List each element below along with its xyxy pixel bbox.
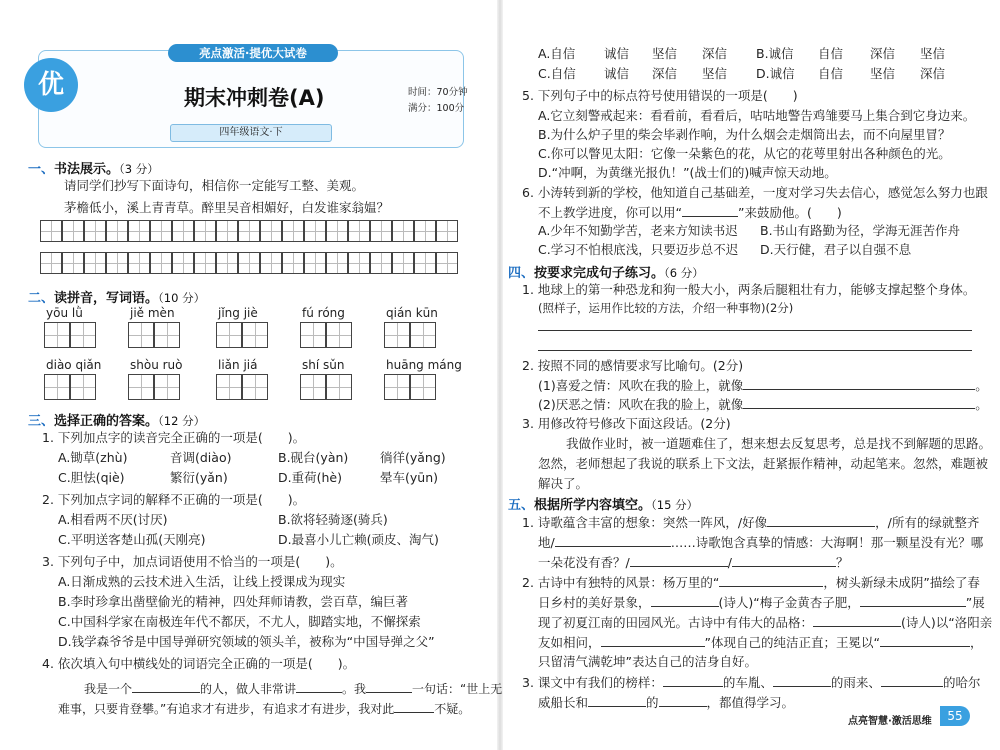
banner-text: 亮点激活·提优大试卷	[199, 46, 307, 60]
pinyin-answer-box[interactable]	[410, 322, 436, 348]
page-number	[940, 706, 970, 726]
writing-cell[interactable]	[150, 220, 172, 242]
s4-q3: 3. 用修改符号修改下面这段话。(2分)	[522, 416, 731, 431]
writing-cell[interactable]	[238, 252, 260, 274]
s3-q2: 2. 下列加点字词的解释不正确的一项是( )。	[42, 492, 306, 507]
writing-cell[interactable]	[260, 220, 282, 242]
pinyin-answer-box[interactable]	[154, 374, 180, 400]
page-gutter	[497, 0, 503, 750]
writing-cell[interactable]	[436, 252, 458, 274]
s5-q2-line5: 只留清气满乾坤”表达自己的洁身自好。	[538, 654, 757, 669]
s4-q2: 2. 按照不同的感情要求写比喻句。(2分)	[522, 358, 744, 373]
pinyin-answer-box[interactable]	[326, 374, 352, 400]
s5-q1-line1: 1. 诗歌蕴含丰富的想象：突然一阵风，/好像 ，/所有的绿就整齐	[522, 515, 980, 530]
s3-q1-c2: 繁衍(yǎn)	[170, 470, 228, 485]
s3-q2-a: A.相看两不厌(讨厌)	[58, 512, 168, 527]
prev-option-word: 深信	[652, 66, 678, 81]
time-label: 时间：70分钟	[408, 87, 468, 98]
writing-cell[interactable]	[238, 220, 260, 242]
prev-option-word: B.诚信	[756, 46, 794, 61]
s5-q2-line4: 友如相问， ”体现自己的纯洁正直；王冕以“ ，	[538, 635, 983, 650]
r-q6-c: C.学习不怕根底浅，只要迈步总不迟	[538, 242, 739, 257]
writing-cell[interactable]	[216, 252, 238, 274]
s4-answer-line-1[interactable]	[538, 330, 972, 331]
writing-cell[interactable]	[106, 220, 128, 242]
writing-cell[interactable]	[282, 252, 304, 274]
grade-bar	[170, 124, 332, 142]
writing-grid	[40, 220, 480, 282]
writing-cell[interactable]	[40, 252, 62, 274]
writing-cell[interactable]	[326, 220, 348, 242]
pinyin-answer-box[interactable]	[410, 374, 436, 400]
prev-option-word: 坚信	[920, 46, 946, 61]
s5-q3-line1: 3. 课文中有我们的榜样： 的车胤、 的雨来、 的哈尔	[522, 675, 981, 690]
s3-q3-c: C.中国科学家在南极连年代不都厌，不尤人，脚踏实地，不懈探索	[58, 614, 421, 629]
s3-q3-b: B.李时珍拿出凿壁偷光的精神，四处拜师请教，尝百草，编巨著	[58, 594, 409, 609]
prev-option-word: C.自信	[538, 66, 576, 81]
s3-q4: 4. 依次填入句中横线处的词语完全正确的一项是( )。	[42, 656, 356, 671]
badge-icon	[24, 58, 78, 112]
s5-q2-line2: 日乡村的美好景象， (诗人)“梅子金黄杏子肥， ”展	[538, 595, 985, 610]
pinyin-answer-box[interactable]	[216, 374, 242, 400]
s5-q2-line3: 现了初夏江南的田园风光。古诗中有伟大的品格： (诗人)以“洛阳亲	[538, 615, 993, 630]
pinyin-answer-box[interactable]	[70, 374, 96, 400]
s3-q1-b2: 徜徉(yǎng)	[380, 450, 446, 465]
pinyin-answer-box[interactable]	[242, 374, 268, 400]
footer-slogan: 点亮智慧·激活思维	[848, 716, 932, 727]
pinyin-label: jiě mèn	[130, 306, 175, 320]
prev-option-word: 诚信	[604, 66, 630, 81]
s3-q3-a: A.日渐成熟的云技术进入生活，让线上授课成为现实	[58, 574, 346, 589]
section-5-heading: 五、根据所学内容填空。（15 分）	[508, 498, 699, 513]
grade-subtitle: 四年级语文·下	[219, 127, 283, 138]
r-q5-b: B.为什么炉子里的柴会毕剥作响，为什么烟会走烟筒出去，而不向屋里冒？	[538, 127, 951, 142]
pinyin-label: liǎn jiá	[218, 358, 258, 372]
r-q5-c: C.你可以瞥见太阳：它像一朵紫色的花，从它的花萼里射出各种颜色的光。	[538, 146, 951, 161]
section-3-heading: 三、选择正确的答案。（12 分）	[28, 414, 206, 429]
writing-cell[interactable]	[370, 252, 392, 274]
writing-cell[interactable]	[194, 220, 216, 242]
writing-cell[interactable]	[326, 252, 348, 274]
writing-cell[interactable]	[392, 220, 414, 242]
writing-cell[interactable]	[348, 220, 370, 242]
writing-cell[interactable]	[172, 252, 194, 274]
writing-cell[interactable]	[106, 252, 128, 274]
s4-q1-hint: (照样子，运用作比较的方法，介绍一种事物)(2分)	[538, 301, 794, 315]
writing-cell[interactable]	[370, 220, 392, 242]
s4-q2-2: (2)厌恶之情：风吹在我的脸上，就像 。	[538, 397, 988, 412]
pinyin-answer-box[interactable]	[300, 374, 326, 400]
writing-cell[interactable]	[128, 220, 150, 242]
section-1-heading: 一、书法展示。（3 分）	[28, 162, 159, 177]
header-banner	[168, 44, 338, 62]
s5-q2-line1: 2. 古诗中有独特的风景：杨万里的“ ，树头新绿未成阴”描绘了春	[522, 575, 980, 590]
writing-cell[interactable]	[304, 252, 326, 274]
s5-q1-line3: 一朵花没有香？/ / ？	[538, 555, 849, 570]
s3-q1-a1: A.锄草(zhù)	[58, 450, 128, 465]
pinyin-answer-box[interactable]	[154, 322, 180, 348]
pinyin-label: jǐng jiè	[218, 306, 258, 320]
r-q6-line2: 不上教学进度，你可以用“ ”来鼓励他。( )	[538, 205, 842, 220]
writing-cell[interactable]	[414, 252, 436, 274]
s3-q3: 3. 下列句子中，加点词语使用不恰当的一项是( )。	[42, 554, 343, 569]
page-number-text: 55	[947, 709, 963, 723]
s5-q3-line2: 威船长和 的 ，都值得学习。	[538, 695, 795, 710]
pinyin-label: diào qiǎn	[46, 358, 102, 372]
s3-q1-a2: 音调(diào)	[170, 450, 232, 465]
writing-cell[interactable]	[84, 220, 106, 242]
prev-option-word: 深信	[702, 46, 728, 61]
writing-cell[interactable]	[84, 252, 106, 274]
prev-option-word: A.自信	[538, 46, 576, 61]
writing-cell[interactable]	[62, 220, 84, 242]
s4-passage-1: 我做作业时，被一道题难住了，想来想去反复思考，总是找不到解题的思路。	[566, 436, 992, 451]
s3-q4-line2: 难事，只要肯登攀。”有追求才有进步，有追求才有进步，我对此 不疑。	[58, 702, 471, 716]
pinyin-label: qián kūn	[386, 306, 438, 320]
prev-option-word: 坚信	[702, 66, 728, 81]
s3-q1: 1. 下列加点字的读音完全正确的一项是( )。	[42, 430, 306, 445]
writing-cell[interactable]	[128, 252, 150, 274]
section-4-heading: 四、按要求完成句子练习。（6 分）	[508, 266, 704, 281]
prev-option-word: 深信	[870, 46, 896, 61]
s4-answer-line-2[interactable]	[538, 350, 972, 351]
pinyin-answer-box[interactable]	[384, 374, 410, 400]
s4-q1: 1. 地球上的第一种恐龙和狗一般大小，两条后腿粗壮有力，能够支撑起整个身体。	[522, 282, 976, 297]
s3-q2-d: D.最喜小儿亡赖(顽皮、淘气)	[278, 532, 439, 547]
prev-option-word: D.诚信	[756, 66, 795, 81]
writing-cell[interactable]	[172, 220, 194, 242]
writing-cell[interactable]	[216, 220, 238, 242]
s3-q2-c: C.平明送客楚山孤(天刚亮)	[58, 532, 206, 547]
prev-option-word: 坚信	[652, 46, 678, 61]
writing-cell[interactable]	[194, 252, 216, 274]
pinyin-answer-box[interactable]	[128, 322, 154, 348]
r-q5-a: A.它立刻警戒起来：看看前，看看后，咕咕地警告鸡雏要马上集合到它身边来。	[538, 108, 976, 123]
prev-option-word: 自信	[818, 66, 844, 81]
writing-cell[interactable]	[414, 220, 436, 242]
r-q5-d: D.“冲啊，为黄继光报仇！”(战士们的)喊声惊天动地。	[538, 165, 837, 180]
pinyin-label: yōu lǜ	[46, 306, 83, 320]
s3-q1-c1: C.胆怯(qiè)	[58, 470, 125, 485]
s3-q1-d2: 晕车(yūn)	[380, 470, 438, 485]
s3-q2-b: B.欲将轻骑逐(骑兵)	[278, 512, 388, 527]
r-q6: 6. 小涛转到新的学校，他知道自己基础差，一度对学习失去信心，感觉怎么努力也跟	[522, 185, 988, 200]
prev-option-word: 深信	[920, 66, 946, 81]
writing-cell[interactable]	[436, 220, 458, 242]
s3-q4-line1: 我是一个 的人，做人非常讲 。我 一句话：“世上无	[84, 682, 503, 696]
s3-q3-d: D.钱学森爷爷是中国导弹研究领域的领头羊，被称为“中国导弹之父”	[58, 634, 435, 649]
s5-q1-line2: 地/ ……诗歌饱含真挚的情感：大海啊！那一颗星没有光？哪	[538, 535, 984, 550]
pinyin-label: huāng máng	[386, 358, 462, 372]
pinyin-answer-box[interactable]	[326, 322, 352, 348]
s3-q1-b1: B.砚台(yàn)	[278, 450, 349, 465]
s4-q2-1: (1)喜爱之情：风吹在我的脸上，就像 。	[538, 378, 988, 393]
prev-option-word: 诚信	[604, 46, 630, 61]
pinyin-label: shòu ruò	[130, 358, 183, 372]
writing-cell[interactable]	[40, 220, 62, 242]
prev-option-word: 自信	[818, 46, 844, 61]
s1-poem: 茅檐低小，溪上青青草。醉里吴音相媚好，白发谁家翁媪？	[64, 200, 390, 215]
page-title: 期末冲刺卷(A)	[184, 86, 325, 110]
writing-cell[interactable]	[304, 220, 326, 242]
s4-passage-2: 忽然，老师想起了我说的联系上下文法，赶紧振作精神，动起笔来。忽然，难题被	[538, 456, 989, 471]
pinyin-answer-box[interactable]	[44, 322, 70, 348]
section-2-heading: 二、读拼音，写词语。（10 分）	[28, 291, 206, 306]
score-label: 满分：100分	[408, 103, 465, 114]
pinyin-answer-box[interactable]	[242, 322, 268, 348]
s3-q1-d1: D.重荷(hè)	[278, 470, 342, 485]
pinyin-answer-box[interactable]	[384, 322, 410, 348]
writing-cell[interactable]	[150, 252, 172, 274]
r-q6-b: B.书山有路勤为径，学海无涯苦作舟	[760, 223, 961, 238]
writing-cell[interactable]	[282, 220, 304, 242]
s4-passage-3: 解决了。	[538, 476, 589, 491]
pinyin-answer-box[interactable]	[128, 374, 154, 400]
pinyin-label: fú róng	[302, 306, 345, 320]
pinyin-answer-box[interactable]	[44, 374, 70, 400]
pinyin-answer-box[interactable]	[216, 322, 242, 348]
badge-text: 优	[37, 70, 64, 100]
writing-cell[interactable]	[348, 252, 370, 274]
r-q6-d: D.天行健，君子以自强不息	[760, 242, 912, 257]
pinyin-answer-box[interactable]	[300, 322, 326, 348]
s1-instruction: 请同学们抄写下面诗句，相信你一定能写工整、美观。	[64, 178, 365, 193]
writing-cell[interactable]	[260, 252, 282, 274]
r-q6-a: A.少年不知勤学苦，老来方知读书迟	[538, 223, 738, 238]
prev-option-word: 坚信	[870, 66, 896, 81]
writing-cell[interactable]	[62, 252, 84, 274]
r-q5: 5. 下列句子中的标点符号使用错误的一项是( )	[522, 88, 798, 103]
writing-cell[interactable]	[392, 252, 414, 274]
pinyin-label: shí sǔn	[302, 358, 345, 372]
pinyin-answer-box[interactable]	[70, 322, 96, 348]
